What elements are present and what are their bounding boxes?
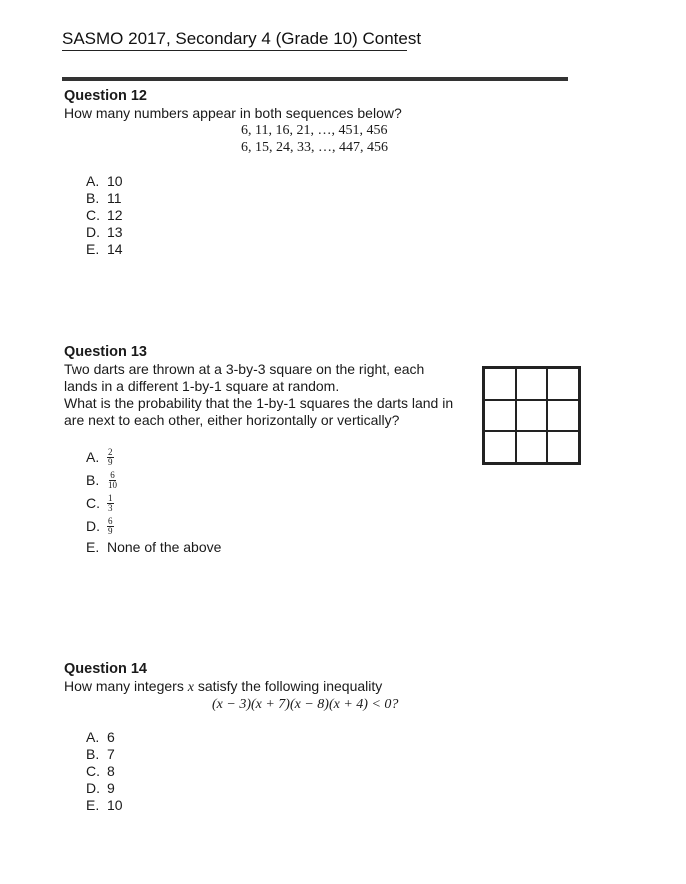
grid-cell [484, 368, 516, 400]
question-text-line: What is the probability that the 1-by-1 squares the darts land in [64, 395, 454, 411]
option-text: 11 [107, 190, 122, 206]
fraction [107, 494, 114, 513]
grid-cell [547, 368, 579, 400]
denominator: 9 [108, 526, 113, 536]
option-letter: B. [86, 190, 100, 206]
option-letter: D. [86, 780, 100, 796]
grid-cell [516, 400, 548, 432]
option-text: 7 [107, 746, 115, 762]
grid-cell [547, 431, 579, 463]
denominator: 10 [108, 480, 117, 490]
numerator: 6 [108, 516, 113, 526]
answer-options [86, 173, 123, 258]
question-text [64, 678, 494, 696]
option-text: 6 [107, 729, 115, 745]
option-d[interactable] [86, 780, 123, 797]
option-letter: A. [86, 729, 100, 745]
inequality: (x − 3)(x + 7)(x − 8)(x + 4) < 0? [212, 697, 399, 712]
question-heading: Question 14 [64, 661, 147, 677]
grid-cell [547, 400, 579, 432]
option-letter: C. [86, 495, 100, 511]
option-d[interactable] [86, 515, 221, 538]
answer-options [86, 729, 123, 814]
question-text-line: Two darts are thrown at a 3-by-3 square on the right, each [64, 361, 425, 377]
option-b[interactable] [86, 746, 123, 763]
option-b[interactable] [86, 469, 221, 492]
option-text: 10 [107, 173, 123, 189]
option-text: 8 [107, 763, 115, 779]
question-heading: Question 13 [64, 344, 147, 360]
question-text: How many numbers appear in both sequences below? [64, 105, 402, 121]
option-text: 10 [107, 797, 123, 813]
denominator: 9 [108, 457, 113, 467]
option-e[interactable] [86, 241, 123, 258]
numerator: 1 [108, 493, 113, 503]
option-letter: C. [86, 763, 100, 779]
option-text: 13 [107, 224, 123, 240]
option-letter: B. [86, 472, 100, 488]
header-divider [62, 77, 568, 81]
option-text: 14 [107, 241, 123, 257]
question-text-line: are next to each other, either horizontally or vertically? [64, 412, 400, 428]
option-letter: D. [86, 518, 100, 534]
option-letter: D. [86, 224, 100, 240]
option-a[interactable] [86, 446, 221, 469]
numerator: 6 [110, 470, 115, 480]
grid-cell [484, 431, 516, 463]
option-text: 9 [107, 780, 115, 796]
option-e[interactable] [86, 797, 123, 814]
option-e[interactable] [86, 538, 221, 557]
denominator: 3 [108, 503, 113, 513]
question-text-after: satisfy the following inequality [197, 678, 383, 694]
option-text: None of the above [107, 539, 222, 555]
question-text-line: lands in a different 1-by-1 square at random. [64, 378, 340, 394]
option-letter: A. [86, 173, 100, 189]
option-b[interactable] [86, 190, 123, 207]
question-12 [64, 88, 494, 257]
question-text-before: How many integers [64, 678, 184, 694]
option-c[interactable] [86, 207, 123, 224]
variable-x: x [187, 680, 194, 695]
option-text: 12 [107, 207, 123, 223]
title-underline [62, 50, 407, 51]
option-letter: E. [86, 241, 100, 257]
answer-options [86, 446, 221, 557]
option-letter: E. [86, 539, 100, 555]
option-letter: A. [86, 449, 100, 465]
page-title: SASMO 2017, Secondary 4 (Grade 10) Contest [62, 29, 422, 48]
grid-cell [516, 368, 548, 400]
question-heading: Question 12 [64, 88, 147, 104]
fraction [107, 471, 118, 490]
option-a[interactable] [86, 729, 123, 746]
fraction [107, 448, 114, 467]
page-header [62, 29, 568, 49]
three-by-three-grid [482, 366, 581, 465]
option-c[interactable] [86, 763, 123, 780]
question-14 [64, 661, 494, 813]
option-letter: E. [86, 797, 100, 813]
option-d[interactable] [86, 224, 123, 241]
option-letter: C. [86, 207, 100, 223]
grid-cell [484, 400, 516, 432]
numerator: 2 [108, 447, 113, 457]
option-letter: B. [86, 746, 100, 762]
fraction [107, 517, 114, 536]
question-13 [64, 344, 474, 555]
option-c[interactable] [86, 492, 221, 515]
grid-cell [516, 431, 548, 463]
option-a[interactable] [86, 173, 123, 190]
sequence-1: 6, 11, 16, 21, …, 451, 456 [241, 123, 388, 138]
sequence-2: 6, 15, 24, 33, …, 447, 456 [241, 140, 388, 155]
